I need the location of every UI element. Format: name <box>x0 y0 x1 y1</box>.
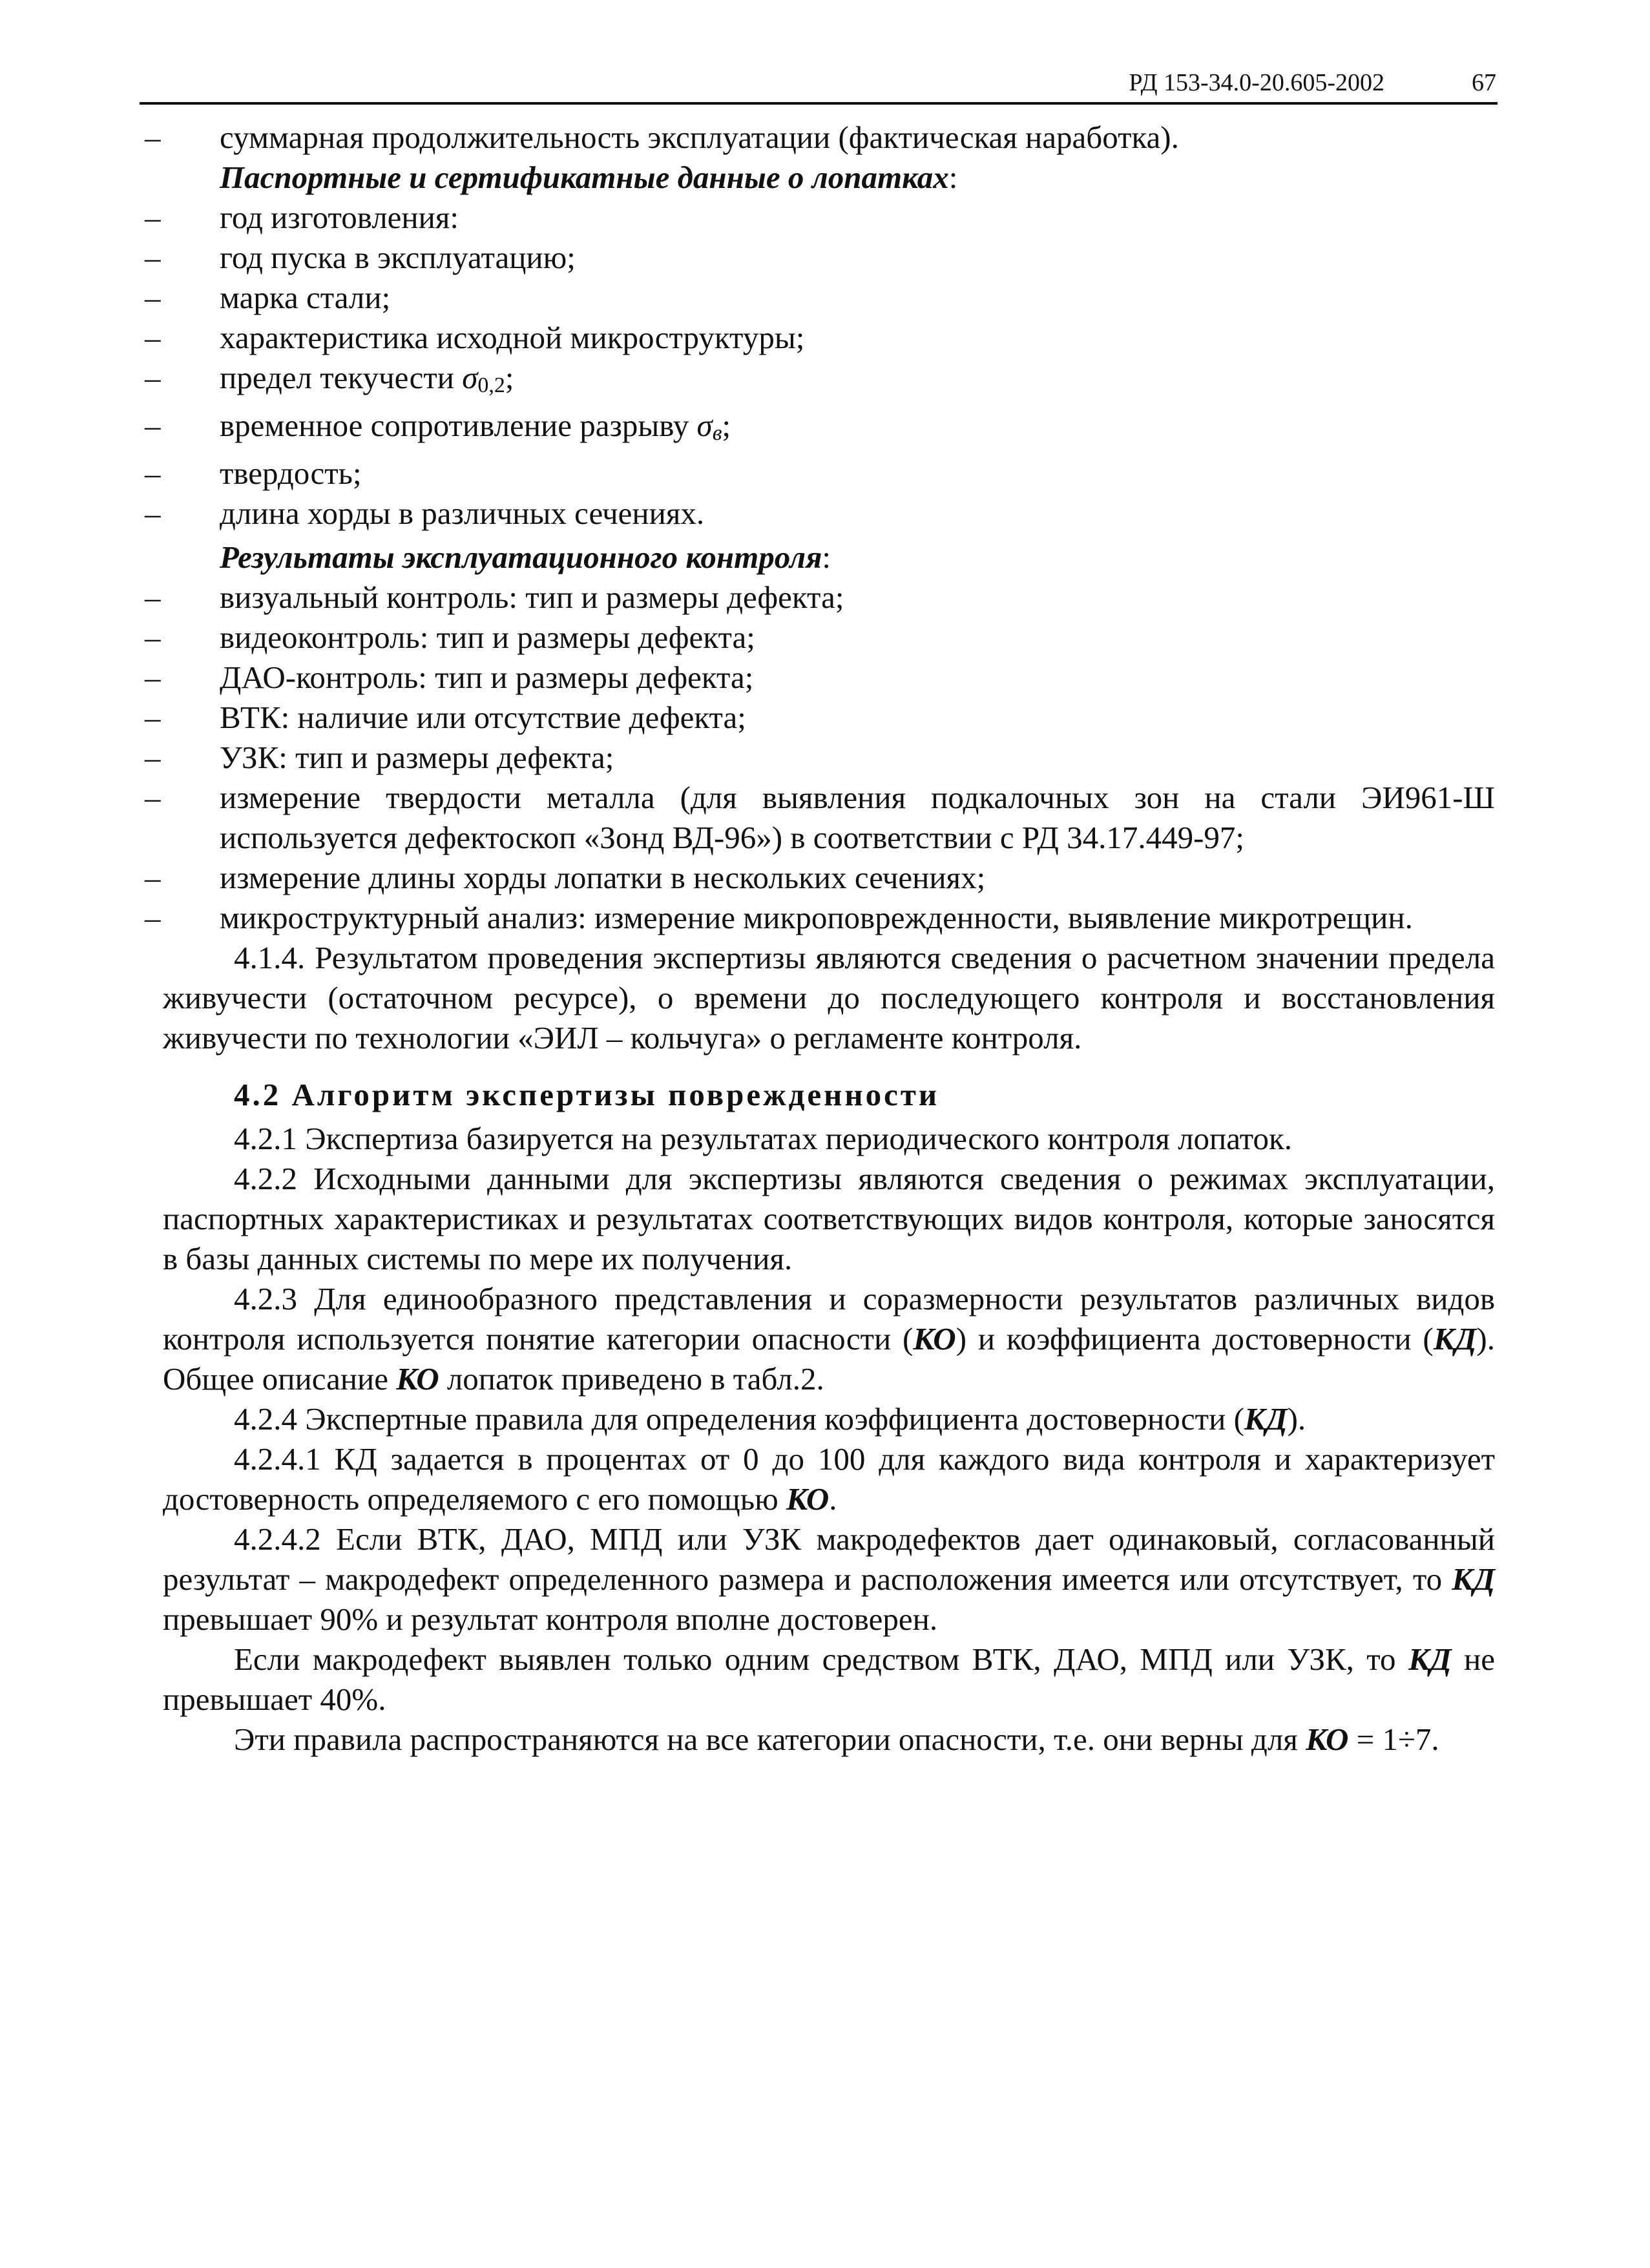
sigma-symbol: σ <box>462 360 478 395</box>
dash-marker: – <box>145 120 161 155</box>
sigma-symbol: σ <box>696 408 713 443</box>
page-number: 67 <box>1472 69 1496 96</box>
dash-marker: – <box>145 860 161 895</box>
dash-marker: – <box>145 579 161 615</box>
paragraph-4-2-3: 4.2.3 Для единообразного представления и соразмерности результатов различных видов контроля используется понятие категории опасности (КО) и коэффициента достоверности (КД). Общее описание КО лопаток приведено в табл.2. <box>163 1281 1495 1397</box>
list-item: – длина хорды в различных сечениях. <box>163 494 1495 534</box>
dash-marker: – <box>145 660 161 695</box>
dash-marker: – <box>145 780 161 815</box>
paragraph-4-2-2: 4.2.2 Исходными данными для экспертизы являются сведения о режимах эксплуатации, паспортных характеристиках и результатах соответствующих видов контроля, которые заносятся в базы данных системы по мере их получения. <box>163 1161 1495 1276</box>
document-code: РД 153-34.0-20.605-2002 <box>1129 69 1384 96</box>
dash-marker: – <box>145 408 161 443</box>
paragraph-4-2-4-1: 4.2.4.1 КД задается в процентах от 0 до 100 для каждого вида контроля и характеризует достоверность определяемого с его помощью КО. <box>163 1441 1495 1517</box>
paragraph-rules-scope: Эти правила распространяются на все категории опасности, т.е. они верны для КО = 1÷7. <box>234 1722 1439 1757</box>
dash-marker: – <box>145 619 161 655</box>
dash-marker: – <box>145 320 161 355</box>
page-body <box>145 118 1495 1760</box>
passport-heading: Паспортные и сертификатные данные о лопатках: <box>220 160 958 195</box>
list-item: – марка стали; <box>163 278 1495 318</box>
dash-marker: – <box>145 200 161 235</box>
dash-marker: – <box>145 900 161 935</box>
dash-marker: – <box>145 740 161 775</box>
page-header <box>140 62 1498 105</box>
list-item: – УЗК: тип и размеры дефекта; <box>163 738 1495 778</box>
list-item: – измерение твердости металла (для выявления подкалочных зон на стали ЭИ961-Ш используется дефектоскоп «Зонд ВД-96») в соответствии с РД 34.17.449-97; <box>163 778 1495 858</box>
dash-marker: – <box>145 495 161 531</box>
list-item: – визуальный контроль: тип и размеры дефекта; <box>163 577 1495 618</box>
dash-marker: – <box>145 455 161 491</box>
list-item: – твердость; <box>163 453 1495 494</box>
list-item: – год изготовления: <box>163 198 1495 238</box>
list-item: – суммарная продолжительность эксплуатации (фактическая наработка). <box>163 118 1495 158</box>
list-item: – временное сопротивление разрыву σв; <box>163 406 1495 453</box>
list-item: – микроструктурный анализ: измерение микроповрежденности, выявление микротрещин. <box>163 898 1495 938</box>
dash-marker: – <box>145 360 161 395</box>
paragraph-single-method: Если макродефект выявлен только одним средством ВТК, ДАО, МПД или УЗК, то КД не превышает 40%. <box>163 1641 1495 1717</box>
list-item: – видеоконтроль: тип и размеры дефекта; <box>163 618 1495 658</box>
paragraph-4-2-4: 4.2.4 Экспертные правила для определения коэффициента достоверности (КД). <box>234 1401 1306 1437</box>
list-item: – ВТК: наличие или отсутствие дефекта; <box>163 698 1495 738</box>
section-heading: 4.2 Алгоритм экспертизы поврежденности <box>234 1077 940 1112</box>
list-item: – предел текучести σ0,2; <box>163 358 1495 406</box>
paragraph-4-1-4: 4.1.4. Результатом проведения экспертизы являются сведения о расчетном значении предела живучести (остаточном ресурсе), о времени до последующего контроля и восстановления живучести по технологии «ЭИЛ – кольчуга» о регламенте контроля. <box>163 940 1495 1056</box>
list-item: – измерение длины хорды лопатки в нескольких сечениях; <box>163 858 1495 898</box>
paragraph-4-2-4-2: 4.2.4.2 Если ВТК, ДАО, МПД или УЗК макродефектов дает одинаковый, согласованный результат – макродефект определенного размера и расположения имеется или отсутствует, то КД превышает 90% и результат контроля вполне достоверен. <box>163 1521 1495 1637</box>
dash-marker: – <box>145 240 161 275</box>
results-heading: Результаты эксплуатационного контроля: <box>220 539 831 575</box>
dash-marker: – <box>145 700 161 735</box>
paragraph-4-2-1: 4.2.1 Экспертиза базируется на результатах периодического контроля лопаток. <box>234 1121 1293 1156</box>
list-item: – характеристика исходной микроструктуры; <box>163 318 1495 358</box>
dash-marker: – <box>145 280 161 315</box>
list-item: – год пуска в эксплуатацию; <box>163 238 1495 278</box>
list-item: – ДАО-контроль: тип и размеры дефекта; <box>163 658 1495 698</box>
